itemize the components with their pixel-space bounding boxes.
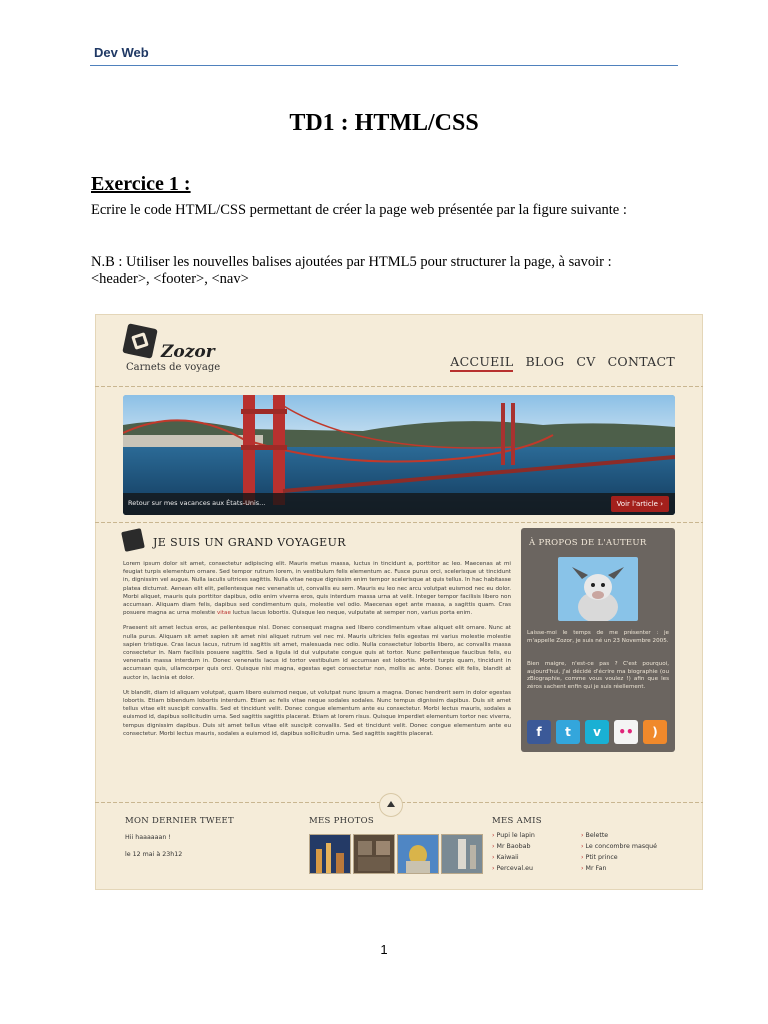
document-header [90,43,678,66]
flickr-icon[interactable]: •• [614,720,638,744]
site-header [95,314,703,386]
site-tagline: Carnets de voyage [126,362,221,373]
website-figure [95,314,703,890]
sidebar-intro: Laisse-moi le temps de me présenter : je m'appelle Zozor, je suis né un 23 Novembre 2005. [527,630,669,644]
tweet-date: le 12 mai à 23h12 [125,851,183,858]
article-paragraph [123,560,511,617]
site-nav [450,354,675,372]
nav-item-blog[interactable]: BLOG [525,354,565,369]
logo-icon [122,323,158,359]
article-text: luctus lacus lobortis. Quisque leo neque, vulputate at semper non, varius porta enim. [232,610,473,617]
friend-link[interactable]: › Pupi le lapin [492,832,535,839]
friend-link[interactable]: › Mr Fan [581,865,606,872]
banner-caption-bar [123,493,675,515]
site-footer [95,804,703,890]
friend-link[interactable]: › Mr Baobab [492,843,530,850]
article-paragraph: Praesent sit amet lectus eros, ac pellentesque nisl. Donec consequat magna sed libero condimentum vitae aliquet elit ornare. Nunc at nulla purus. Aliquam sit amet sapien sit amet nisi aliquet rutrum vel nec mi. Mauris ultricies felis egestas mi varius molestie molestie sapien tristique. Cras lacus lacus, rutrum id sagittis sit amet, malesuada nec odio. Nulla consectetur lobortis libero, ac convallis massa consectetur in. Nam facilisis posuere sagittis. Sed a ligula id dui vulputate congue quis at tortor. Nunc pellentesque faucibus felis, eu venenatis massa interdum in. Donec venenatis lacus id tortor vestibulum id accumsan est lobortis. Morbi turpis quam, tincidunt in accumsan quis, ullamcorper quis orci. Quisque nisi magna, egestas eget consectetur non, mollis ac ante. Donec elit felis, blandit at auctor in, lacinia et dolor. [123,625,511,681]
banner [123,395,675,515]
friend-link[interactable]: › Belette [581,832,608,839]
friend-link[interactable]: › Le concombre masqué [581,843,657,850]
facebook-icon[interactable]: f [527,720,551,744]
tweet-title: MON DERNIER TWEET [125,816,234,826]
photo-thumbnail[interactable] [353,834,395,874]
about-author-panel [521,528,675,752]
nav-item-accueil[interactable]: ACCUEIL [450,354,513,372]
friend-link[interactable]: › Perceval.eu [492,865,533,872]
article-highlight-link[interactable]: vitae [216,610,231,617]
banner-caption: Retour sur mes vacances aux États-Unis... [128,499,266,507]
article-title: JE SUIS UN GRAND VOYAGEUR [153,536,346,549]
exercise-title: Exercice 1 : [91,173,191,195]
friends-title: MES AMIS [492,816,542,826]
rss-icon[interactable]: ) [643,720,667,744]
article-body [123,560,511,745]
header-divider [95,386,703,387]
scroll-top-icon[interactable] [380,794,402,816]
view-article-button[interactable]: Voir l'article › [611,496,669,512]
friend-link[interactable]: › Kaiwaii [492,854,519,861]
note-paragraph: N.B : Utiliser les nouvelles balises ajoutées par HTML5 pour structurer la page, à savoir : <header>, <footer>, <nav> [91,254,612,287]
article-text: Lorem ipsum dolor sit amet, consectetur adipiscing elit. Mauris metus massa, luctus in tincidunt a, porttitor ac leo. Maecenas at mi feugiat turpis elementum ornare. Sed tempor rutrum lorem, in vestibulum felis elementum ac. Fusce purus orci, scelerisque ut tincidunt in, dignissim vel augue. Nulla iaculis ultrices sagittis. Nulla vitae neque dignissim enim tempor scelerisque at quis tellus. In hac habitasse platea dictumst. Aenean elit elit, pellentesque nec venenatis ut, convallis eu sem. Mauris eu leo nec arcu volutpat euismod nec eu dolor. Morbi aliquet, mauris quis porttitor dapibus, odio enim viverra eros, quis interdum massa urna at velit. Integer tempor facilisis libero non accumsan. Aliquam diam felis, dapibus sed condimentum quis, molestie vel odio. Maecenas eget ante massa, a sagittis quam. Cras posuere magna ac urna molestie [123,561,511,617]
vimeo-icon[interactable]: v [585,720,609,744]
nav-item-contact[interactable]: CONTACT [607,354,675,369]
sidebar-bio: Bien maigre, n'est-ce pas ? C'est pourquoi, aujourd'hui, j'ai décidé d'écrire ma biographie (ou zBiographie, comme vous voulez !) afin que les zéros sachent enfin qui je suis réellement. [527,661,669,690]
site-logo-name: Zozor [161,342,215,362]
sidebar-title: À PROPOS DE L'AUTEUR [529,538,647,548]
photo-thumbnail[interactable] [397,834,439,874]
photo-thumbnail[interactable] [441,834,483,874]
article-icon [121,528,145,552]
article-paragraph: Ut blandit, diam id aliquam volutpat, quam libero euismod neque, ut volutpat nunc ipsum a magna. Donec hendrerit sem in dolor egestas lobortis. Etiam bibendum lobortis interdum. Etiam ac felis vitae neque sodales sodales. Nunc tempus dignissim dapibus. Duis sit amet tellus vitae elit suscipit convallis. Sed et tincidunt velit. Donec congue elementum ante eu consectetur. Morbi lectus mauris, sodales a euismod id, dapibus sollicitudin urna. Sed sagittis sagittis placerat. Etiam at lorem risus. Quisque imperdiet elementum tortor nec viverra, tempus dignissim dapibus. Duis sit amet tellus vitae elit suscipit convallis. Sed et tincidunt velit. Donec congue elementum ante eu consectetur. Morbi lectus mauris, sodales a euismod id, dapibus sollicitudin urna. Sed sagittis sagittis placerat. [123,689,511,737]
twitter-icon[interactable]: t [556,720,580,744]
photo-thumbnail[interactable] [309,834,351,874]
friend-link[interactable]: › Ptit prince [581,854,618,861]
instruction-paragraph: Ecrire le code HTML/CSS permettant de créer la page web présentée par la figure suivante : [91,202,627,218]
banner-divider [95,522,703,523]
nav-item-cv[interactable]: CV [576,354,596,369]
header-label: Dev Web [94,45,149,60]
author-avatar [558,557,638,621]
document-title: TD1 : HTML/CSS [289,110,479,136]
page-number: 1 [380,942,388,957]
tweet-text: Hii haaaaaan ! [125,834,171,841]
photos-title: MES PHOTOS [309,816,374,826]
social-links [527,720,667,744]
